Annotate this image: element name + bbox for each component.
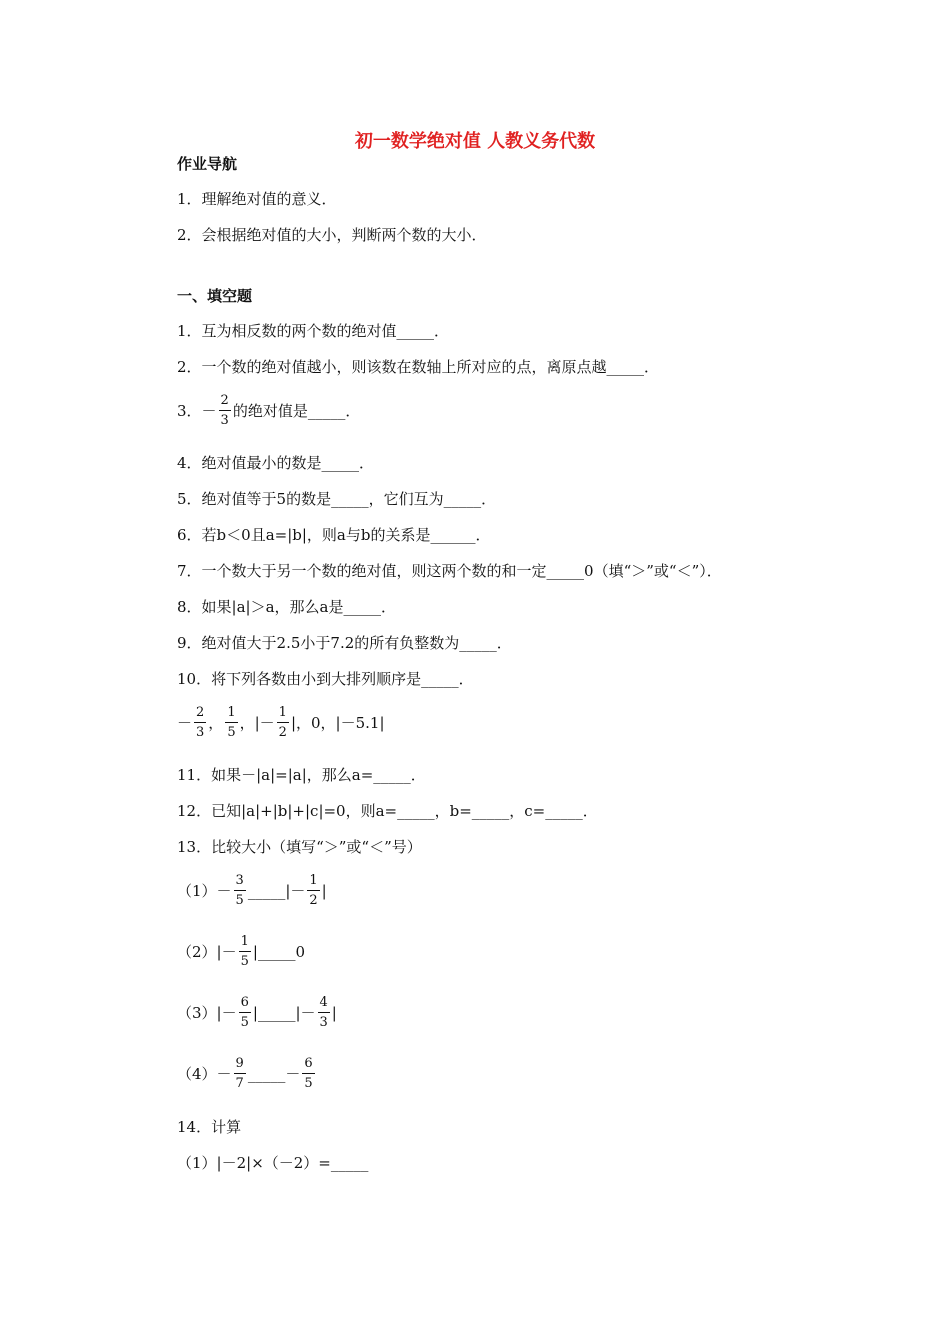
sub-prefix: （4）－ bbox=[177, 1064, 232, 1083]
question-2: 2．一个数的绝对值越小，则该数在数轴上所对应的点，离原点越_____． bbox=[177, 358, 660, 376]
fraction-denominator: 5 bbox=[240, 1015, 249, 1030]
question-13-3 bbox=[177, 995, 337, 1030]
fraction-denominator: 2 bbox=[278, 725, 287, 740]
fraction-denominator: 3 bbox=[196, 725, 205, 740]
fraction bbox=[234, 873, 246, 908]
fraction bbox=[239, 934, 251, 969]
question-8: 8．如果|a|＞a，那么a是_____． bbox=[177, 598, 396, 616]
fraction bbox=[307, 873, 319, 908]
fraction bbox=[277, 705, 289, 740]
section-heading: 一、填空题 bbox=[177, 287, 253, 305]
blank: _____－ bbox=[247, 1064, 301, 1083]
fraction-numerator: 6 bbox=[304, 1056, 313, 1071]
blank: _____|－ bbox=[247, 881, 306, 900]
number-list-rest: |，0，|－5.1| bbox=[290, 713, 385, 732]
fraction-numerator: 1 bbox=[278, 705, 287, 720]
question-13: 13．比较大小（填写“＞”或“＜”号） bbox=[177, 838, 422, 856]
question-10-numbers bbox=[177, 705, 385, 740]
fraction-denominator: 5 bbox=[227, 725, 236, 740]
fraction-numerator: 2 bbox=[220, 393, 229, 408]
fraction-numerator: 1 bbox=[227, 705, 236, 720]
fraction-numerator: 9 bbox=[235, 1056, 244, 1071]
fraction-numerator: 6 bbox=[240, 995, 249, 1010]
question-9: 9．绝对值大于2.5小于7.2的所有负整数为_____． bbox=[177, 634, 512, 652]
sub-prefix: （3）|－ bbox=[177, 1003, 237, 1022]
question-3-prefix: 3．－ bbox=[177, 401, 217, 420]
fraction-numerator: 4 bbox=[319, 995, 328, 1010]
fraction-denominator: 3 bbox=[319, 1015, 328, 1030]
fraction-numerator: 1 bbox=[309, 873, 318, 888]
nav-item: 1．理解绝对值的意义． bbox=[177, 190, 337, 208]
sub-prefix: （1）－ bbox=[177, 881, 232, 900]
blank: |_____|－ bbox=[252, 1003, 316, 1022]
fraction-numerator: 2 bbox=[196, 705, 205, 720]
fraction bbox=[318, 995, 330, 1030]
question-7: 7．一个数大于另一个数的绝对值，则这两个数的和一定_____0（填“＞”或“＜”）． bbox=[177, 562, 722, 580]
fraction-denominator: 5 bbox=[304, 1076, 313, 1091]
sub-suffix: | bbox=[331, 1003, 337, 1022]
separator: ，|－ bbox=[239, 713, 275, 732]
fraction bbox=[234, 1056, 246, 1091]
fraction-denominator: 5 bbox=[240, 954, 249, 969]
question-4: 4．绝对值最小的数是_____． bbox=[177, 454, 375, 472]
fraction-numerator: 1 bbox=[240, 934, 249, 949]
question-6: 6．若b＜0且a=|b|，则a与b的关系是______． bbox=[177, 526, 491, 544]
fraction bbox=[225, 705, 237, 740]
sub-suffix: |_____0 bbox=[252, 942, 305, 961]
fraction-denominator: 5 bbox=[235, 893, 244, 908]
question-13-2 bbox=[177, 934, 305, 969]
sub-suffix: | bbox=[321, 881, 327, 900]
fraction bbox=[219, 393, 231, 428]
question-11: 11．如果－|a|=|a|，那么a=_____． bbox=[177, 766, 426, 784]
fraction-denominator: 7 bbox=[235, 1076, 244, 1091]
fraction bbox=[302, 1056, 314, 1091]
question-12: 12．已知|a|+|b|+|c|=0，则a=_____，b=_____，c=_____． bbox=[177, 802, 598, 820]
separator: ， bbox=[208, 713, 224, 732]
fraction-denominator: 3 bbox=[220, 413, 229, 428]
page-title: 初一数学绝对值 人教义务代数 bbox=[354, 131, 596, 152]
question-10: 10．将下列各数由小到大排列顺序是_____． bbox=[177, 670, 474, 688]
nav-heading: 作业导航 bbox=[177, 155, 238, 173]
question-13-1 bbox=[177, 873, 327, 908]
fraction-numerator: 3 bbox=[235, 873, 244, 888]
nav-item: 2．会根据绝对值的大小，判断两个数的大小． bbox=[177, 226, 487, 244]
question-13-4 bbox=[177, 1056, 317, 1091]
fraction bbox=[239, 995, 251, 1030]
fraction bbox=[194, 705, 206, 740]
question-3-suffix: 的绝对值是_____． bbox=[232, 401, 361, 420]
minus-sign: － bbox=[177, 713, 193, 732]
question-14-1: （1）|－2|×（－2）=_____ bbox=[177, 1154, 369, 1172]
sub-prefix: （2）|－ bbox=[177, 942, 237, 961]
question-3 bbox=[177, 393, 360, 428]
fraction-denominator: 2 bbox=[309, 893, 318, 908]
question-5: 5．绝对值等于5的数是_____，它们互为_____． bbox=[177, 490, 497, 508]
question-1: 1．互为相反数的两个数的绝对值_____． bbox=[177, 322, 450, 340]
question-14: 14．计算 bbox=[177, 1118, 242, 1136]
